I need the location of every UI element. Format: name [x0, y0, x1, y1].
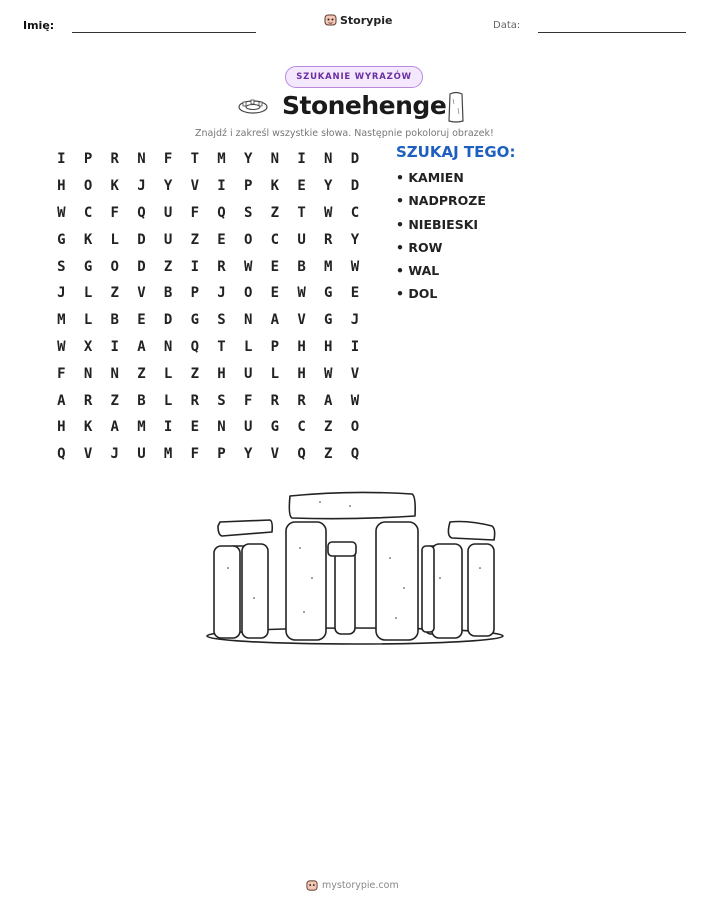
grid-cell[interactable]: W [324, 204, 333, 221]
name-field[interactable] [72, 32, 256, 33]
grid-cell[interactable]: Z [190, 231, 199, 248]
word-item: • ROW [396, 239, 443, 255]
grid-cell[interactable]: P [83, 151, 93, 168]
footer [306, 879, 399, 892]
grid-cell[interactable]: P [190, 285, 199, 302]
grid-cell[interactable]: Q [297, 446, 306, 463]
storypie-mascot-icon [306, 879, 318, 892]
grid-row [48, 307, 368, 334]
grid-cell[interactable]: E [270, 258, 280, 275]
grid-cell[interactable]: L [163, 392, 173, 409]
grid-cell[interactable]: I [57, 151, 66, 168]
grid-cell[interactable]: S [217, 392, 226, 409]
grid-cell[interactable]: I [217, 178, 226, 195]
grid-row [48, 226, 368, 253]
grid-cell[interactable]: R [190, 392, 199, 409]
date-field[interactable] [538, 32, 686, 33]
grid-cell[interactable]: H [297, 365, 306, 382]
grid-cell[interactable]: U [243, 365, 253, 382]
grid-cell[interactable]: K [270, 178, 280, 195]
grid-cell[interactable]: U [297, 231, 306, 248]
grid-cell[interactable]: M [163, 446, 173, 463]
grid-cell[interactable]: G [57, 231, 66, 248]
instructions: Znajdź i zakreśl wszystkie słowa. Następnie pokoloruj obrazek! [195, 128, 494, 139]
grid-cell[interactable]: U [137, 446, 146, 463]
word-item: • NADPROZE [396, 193, 486, 209]
word-list [396, 143, 515, 310]
grid-cell[interactable]: E [137, 312, 146, 329]
grid-cell[interactable]: L [83, 312, 93, 329]
grid-cell[interactable]: P [270, 338, 280, 355]
grid-cell[interactable]: Q [137, 204, 146, 221]
grid-row [48, 280, 368, 307]
grid-cell[interactable]: N [110, 365, 119, 382]
grid-cell[interactable]: X [83, 338, 93, 355]
grid-cell[interactable]: O [83, 178, 93, 195]
grid-cell[interactable]: B [110, 312, 119, 329]
grid-cell[interactable]: B [297, 258, 306, 275]
word-item: • DOL [396, 286, 438, 302]
grid-cell[interactable]: N [83, 365, 93, 382]
grid-cell[interactable]: L [110, 231, 119, 248]
grid-cell[interactable]: U [163, 231, 173, 248]
grid-cell[interactable]: J [57, 285, 66, 302]
grid-cell[interactable]: Z [137, 365, 146, 382]
grid-cell[interactable]: B [163, 285, 173, 302]
grid-cell[interactable]: D [350, 151, 360, 168]
grid-cell[interactable]: W [350, 392, 360, 409]
grid-cell[interactable]: N [270, 151, 280, 168]
grid-cell[interactable]: J [350, 312, 360, 329]
letter-grid[interactable] [48, 146, 368, 468]
worksheet-type-badge: SZUKANIE WYRAZÓW [285, 66, 423, 88]
grid-cell[interactable]: M [324, 258, 333, 275]
grid-cell[interactable]: P [217, 446, 226, 463]
grid-cell[interactable]: R [217, 258, 226, 275]
grid-cell[interactable]: W [57, 338, 66, 355]
grid-cell[interactable]: E [270, 285, 280, 302]
grid-cell[interactable]: W [350, 258, 360, 275]
grid-cell[interactable]: G [324, 312, 333, 329]
grid-cell[interactable]: I [190, 258, 199, 275]
grid-cell[interactable]: I [110, 338, 119, 355]
grid-cell[interactable]: O [243, 285, 253, 302]
grid-cell[interactable]: Y [163, 178, 173, 195]
grid-cell[interactable]: A [270, 312, 280, 329]
grid-cell[interactable]: D [163, 312, 173, 329]
grid-cell[interactable]: Q [350, 446, 360, 463]
grid-row [48, 173, 368, 200]
grid-cell[interactable]: E [190, 419, 199, 436]
grid-cell[interactable]: G [270, 419, 280, 436]
grid-cell[interactable]: Y [243, 446, 253, 463]
grid-cell[interactable]: I [163, 419, 173, 436]
grid-cell[interactable]: C [83, 204, 93, 221]
grid-cell[interactable]: Z [270, 204, 280, 221]
grid-cell[interactable]: E [297, 178, 306, 195]
grid-cell[interactable]: Y [324, 178, 333, 195]
grid-cell[interactable]: R [110, 151, 119, 168]
word-item: • WAL [396, 263, 440, 279]
grid-cell[interactable]: V [350, 365, 360, 382]
name-label: Imię: [23, 19, 55, 32]
grid-cell[interactable]: G [83, 258, 93, 275]
grid-cell[interactable]: U [243, 419, 253, 436]
grid-cell[interactable]: D [137, 231, 146, 248]
grid-cell[interactable]: W [297, 285, 306, 302]
grid-row [48, 200, 368, 227]
grid-cell[interactable]: V [297, 312, 306, 329]
standing-stone-icon [446, 90, 466, 124]
grid-row [48, 387, 368, 414]
grid-cell[interactable]: M [57, 312, 66, 329]
grid-cell[interactable]: F [190, 446, 199, 463]
grid-cell[interactable]: A [137, 338, 146, 355]
grid-cell[interactable]: E [350, 285, 360, 302]
word-list-heading: SZUKAJ TEGO: [396, 143, 516, 161]
word-item: • KAMIEN [396, 170, 464, 185]
grid-cell[interactable]: T [217, 338, 226, 355]
grid-cell[interactable]: F [243, 392, 253, 409]
grid-cell[interactable]: I [350, 338, 360, 355]
grid-row [48, 360, 368, 387]
grid-cell[interactable]: H [57, 178, 66, 195]
grid-cell[interactable]: H [217, 365, 226, 382]
grid-cell[interactable]: G [324, 285, 333, 302]
worksheet-header [0, 0, 709, 50]
grid-cell[interactable]: R [297, 392, 306, 409]
title-row [0, 90, 709, 126]
grid-cell[interactable]: F [163, 151, 173, 168]
grid-cell[interactable]: A [57, 392, 66, 409]
grid-cell[interactable]: U [163, 204, 173, 221]
grid-cell[interactable]: T [297, 204, 306, 221]
grid-cell[interactable]: L [270, 365, 280, 382]
grid-cell[interactable]: V [270, 446, 280, 463]
grid-cell[interactable]: W [57, 204, 66, 221]
grid-cell[interactable]: N [324, 151, 333, 168]
grid-cell[interactable]: L [243, 338, 253, 355]
grid-cell[interactable]: Q [57, 446, 66, 463]
grid-row [48, 334, 368, 361]
grid-row [48, 253, 368, 280]
grid-cell[interactable]: H [324, 338, 333, 355]
grid-cell[interactable]: Z [110, 285, 119, 302]
grid-cell[interactable]: Z [110, 392, 119, 409]
stone-ring-icon [237, 96, 269, 116]
grid-cell[interactable]: O [350, 419, 360, 436]
page-title: Stonehenge [282, 91, 447, 120]
grid-cell[interactable]: O [243, 231, 253, 248]
grid-cell[interactable]: K [110, 178, 119, 195]
grid-cell[interactable]: O [110, 258, 119, 275]
grid-cell[interactable]: Z [163, 258, 173, 275]
storypie-logo [324, 13, 392, 27]
grid-cell[interactable]: V [190, 178, 199, 195]
grid-cell[interactable]: F [110, 204, 119, 221]
grid-cell[interactable]: L [83, 285, 93, 302]
grid-cell[interactable]: Y [350, 231, 360, 248]
grid-cell[interactable]: R [324, 231, 333, 248]
grid-cell[interactable]: S [57, 258, 66, 275]
grid-cell[interactable]: D [137, 258, 146, 275]
grid-cell[interactable]: N [243, 312, 253, 329]
grid-cell[interactable]: E [217, 231, 226, 248]
grid-cell[interactable]: H [57, 419, 66, 436]
grid-cell[interactable]: R [270, 392, 280, 409]
grid-cell[interactable]: S [217, 312, 226, 329]
stonehenge-coloring-image[interactable] [200, 488, 510, 648]
grid-cell[interactable]: H [297, 338, 306, 355]
grid-row [48, 414, 368, 441]
grid-cell[interactable]: G [190, 312, 199, 329]
grid-cell[interactable]: M [137, 419, 146, 436]
grid-cell[interactable]: R [83, 392, 93, 409]
grid-row [48, 146, 368, 173]
word-item: • NIEBIESKI [396, 216, 479, 232]
grid-cell[interactable]: S [243, 204, 253, 221]
grid-cell[interactable]: W [243, 258, 253, 275]
grid-cell[interactable]: T [190, 151, 199, 168]
storypie-mascot-icon [324, 13, 337, 27]
grid-cell[interactable]: Y [243, 151, 253, 168]
grid-cell[interactable]: B [137, 392, 146, 409]
grid-cell[interactable]: N [217, 419, 226, 436]
grid-cell[interactable]: I [297, 151, 306, 168]
grid-cell[interactable]: F [190, 204, 199, 221]
grid-cell[interactable]: C [297, 419, 306, 436]
grid-cell[interactable]: Q [217, 204, 226, 221]
grid-cell[interactable]: C [350, 204, 360, 221]
grid-cell[interactable]: Z [190, 365, 199, 382]
grid-cell[interactable]: J [217, 285, 226, 302]
logo-text: Storypie [340, 13, 393, 27]
grid-cell[interactable]: D [350, 178, 360, 195]
grid-cell[interactable]: A [110, 419, 119, 436]
grid-cell[interactable]: M [217, 151, 226, 168]
grid-cell[interactable]: Z [324, 446, 333, 463]
grid-cell[interactable]: C [270, 231, 280, 248]
grid-cell[interactable]: K [83, 231, 93, 248]
date-label: Data: [493, 20, 521, 31]
grid-cell[interactable]: W [324, 365, 333, 382]
grid-cell[interactable]: Z [324, 419, 333, 436]
grid-cell[interactable]: J [110, 446, 119, 463]
grid-cell[interactable]: F [57, 365, 66, 382]
grid-cell[interactable]: L [163, 365, 173, 382]
grid-cell[interactable]: N [163, 338, 173, 355]
grid-cell[interactable]: J [137, 178, 146, 195]
footer-url: mystorypie.com [322, 880, 399, 891]
grid-cell[interactable]: K [83, 419, 93, 436]
grid-cell[interactable]: P [243, 178, 253, 195]
grid-cell[interactable]: Q [190, 338, 199, 355]
grid-cell[interactable]: N [137, 151, 146, 168]
grid-cell[interactable]: V [137, 285, 146, 302]
grid-cell[interactable]: A [324, 392, 333, 409]
grid-row [48, 441, 368, 468]
grid-cell[interactable]: V [83, 446, 93, 463]
